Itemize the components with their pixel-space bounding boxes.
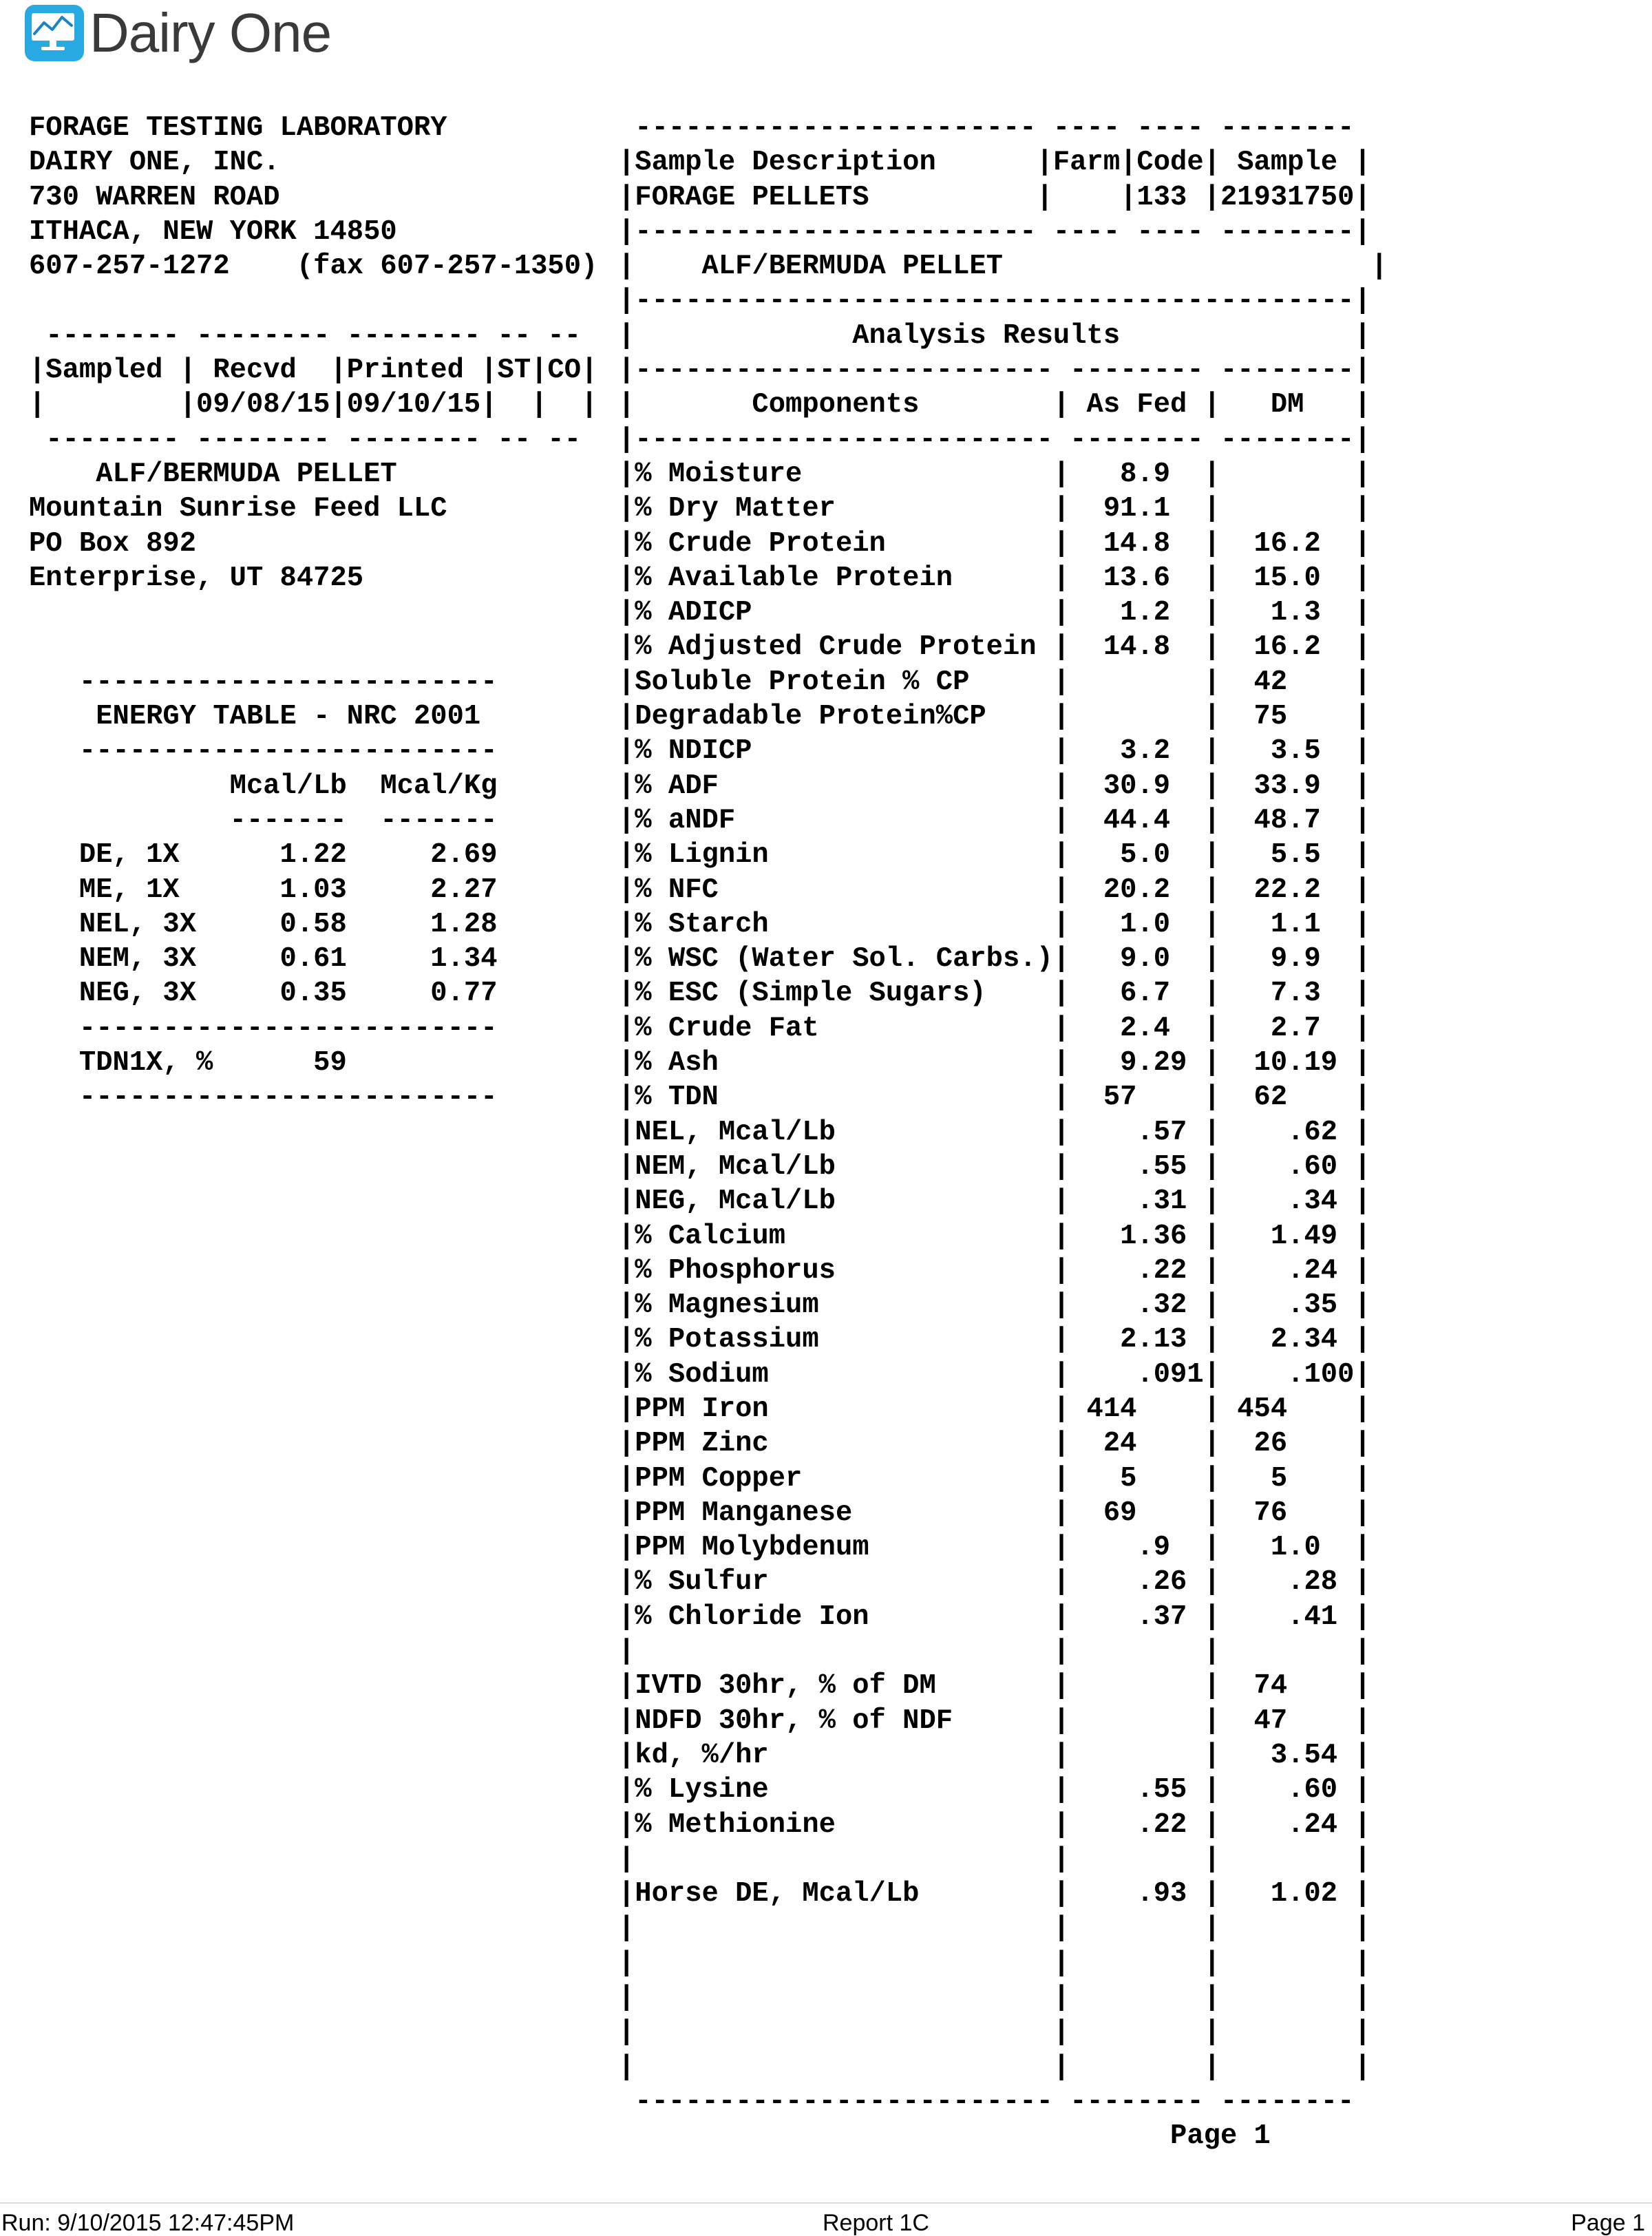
report-line: ITHACA, NEW YORK 14850 — [29, 215, 397, 248]
report-line: FORAGE TESTING LABORATORY — [29, 112, 447, 144]
report-line — [29, 284, 597, 318]
report-line: PO Box 892 — [29, 527, 197, 560]
report-line: NEM, 3X 0.61 1.34 — [29, 943, 498, 975]
brand-name: Dairy One — [89, 2, 332, 63]
report-line: ------------------------- — [29, 735, 498, 768]
report-line: TDN1X, % 59 — [29, 1047, 347, 1079]
report-line: |% WSC (Water Sol. Carbs.)| 9.0 | 9.9 | — [618, 943, 1371, 975]
footer-divider — [0, 2202, 1652, 2204]
report-line: |% Chloride Ion | .37 | .41 | — [618, 1601, 1371, 1633]
report-line: | | | | — [618, 1843, 1371, 1875]
report-line: |NDFD 30hr, % of NDF | | 47 | — [618, 1705, 1371, 1737]
report-line: |% Calcium | 1.36 | 1.49 | — [618, 1220, 1371, 1252]
report-line: |% Sulfur | .26 | .28 | — [618, 1566, 1371, 1599]
report-line: ------------------------- — [29, 1012, 498, 1044]
report-line: | | | | — [618, 1912, 1371, 1945]
report-line: Mcal/Lb Mcal/Kg — [29, 770, 498, 802]
report-line: |Sampled | Recvd |Printed |ST|CO| — [29, 355, 598, 387]
report-line: | Components | As Fed | DM | — [618, 389, 1371, 421]
report-line: |kd, %/hr | | 3.54 | — [618, 1739, 1371, 1771]
report-line: |FORAGE PELLETS | |133 |21931750| — [618, 181, 1371, 213]
report-line: |PPM Zinc | 24 | 26 | — [618, 1428, 1371, 1460]
report-line: |PPM Copper | 5 | 5 | — [618, 1462, 1371, 1495]
report-line: |NEG, Mcal/Lb | .31 | .34 | — [618, 1185, 1371, 1218]
report-line: ME, 1X 1.03 2.27 — [29, 874, 498, 906]
report-line: |% Available Protein | 13.6 | 15.0 | — [618, 562, 1371, 594]
report-line: ------------------------- — [29, 666, 498, 698]
report-id: Report 1C — [823, 2210, 929, 2236]
report-line: ALF/BERMUDA PELLET — [29, 458, 397, 490]
report-line: |% Magnesium | .32 | .35 | — [618, 1289, 1371, 1322]
report-line: |% Lignin | 5.0 | 5.5 | — [618, 839, 1371, 872]
report-line: | |09/08/15|09/10/15| | | — [29, 389, 598, 421]
report-line: |% aNDF | 44.4 | 48.7 | — [618, 804, 1371, 836]
report-line: |% Crude Protein | 14.8 | 16.2 | — [618, 527, 1371, 560]
report-line: |% Adjusted Crude Protein | 14.8 | 16.2 | — [618, 631, 1371, 664]
report-line: Mountain Sunrise Feed LLC — [29, 493, 447, 525]
report-line: |% Ash | 9.29 | 10.19 | — [618, 1047, 1371, 1079]
report-line: |Degradable Protein%CP | | 75 | — [618, 701, 1371, 733]
report-line: |NEL, Mcal/Lb | .57 | .62 | — [618, 1116, 1371, 1148]
report-line: | Analysis Results | — [618, 319, 1371, 352]
report-line: |Soluble Protein % CP | | 42 | — [618, 666, 1371, 698]
report-line: |% NFC | 20.2 | 22.2 | — [618, 874, 1371, 906]
report-line: |% Starch | 1.0 | 1.1 | — [618, 908, 1371, 940]
report-line: | ALF/BERMUDA PELLET | — [618, 251, 1388, 283]
report-line — [29, 595, 597, 630]
report-line: -------- -------- -------- -- -- — [29, 423, 582, 456]
report-line: | | | | — [618, 2016, 1371, 2049]
monitor-chart-icon — [23, 2, 85, 64]
report-line: |------------------------- -------- --------| — [618, 423, 1371, 456]
report-line: |% Potassium | 2.13 | 2.34 | — [618, 1324, 1371, 1356]
report-line: |PPM Molybdenum | .9 | 1.0 | — [618, 1532, 1371, 1564]
report-line: |Horse DE, Mcal/Lb | .93 | 1.02 | — [618, 1878, 1371, 1910]
report-line: |% Dry Matter | 91.1 | | — [618, 493, 1371, 525]
report-line: |% ADF | 30.9 | 33.9 | — [618, 770, 1371, 802]
report-line: |% TDN | 57 | 62 | — [618, 1082, 1371, 1114]
report-line — [29, 630, 597, 664]
page-number: Page 1 — [1571, 2210, 1645, 2236]
report-line: | | | | — [618, 1982, 1371, 2014]
report-line: ------------------------ ---- ---- -------- — [618, 112, 1355, 144]
report-line: ------- ------- — [29, 804, 498, 836]
report-line: |------------------------ ---- ---- --------| — [618, 215, 1371, 248]
report-line: |% ADICP | 1.2 | 1.3 | — [618, 597, 1371, 629]
report-line: |% NDICP | 3.2 | 3.5 | — [618, 735, 1371, 768]
report-line: 730 WARREN ROAD — [29, 181, 280, 213]
report-line: 607-257-1272 (fax 607-257-1350) — [29, 251, 598, 283]
report-line: |% Methionine | .22 | .24 | — [618, 1808, 1371, 1841]
report-line: ------------------------- -------- -------- — [618, 2085, 1355, 2118]
report-line: Enterprise, UT 84725 — [29, 562, 364, 594]
report-line: | | | | — [618, 1636, 1371, 1668]
report-line: |% Moisture | 8.9 | | — [618, 458, 1371, 490]
report-line: |NEM, Mcal/Lb | .55 | .60 | — [618, 1150, 1371, 1183]
report-line: |% Phosphorus | .22 | .24 | — [618, 1254, 1371, 1287]
report-line: | | | | — [618, 1947, 1371, 1979]
lab-info-column — [29, 111, 597, 1115]
report-line: |% Lysine | .55 | .60 | — [618, 1774, 1371, 1806]
report-line: |PPM Manganese | 69 | 76 | — [618, 1497, 1371, 1529]
dairy-one-logo — [23, 0, 331, 66]
report-line: NEL, 3X 0.58 1.28 — [29, 908, 498, 940]
run-timestamp: Run: 9/10/2015 12:47:45PM — [1, 2210, 295, 2236]
report-line: |Sample Description |Farm|Code| Sample | — [618, 147, 1371, 179]
report-line: |IVTD 30hr, % of DM | | 74 | — [618, 1670, 1371, 1702]
report-line: -------- -------- -------- -- -- — [29, 319, 582, 352]
report-line: | | | | — [618, 2051, 1371, 2083]
report-line: NEG, 3X 0.35 0.77 — [29, 978, 498, 1010]
report-line: ------------------------- — [29, 1082, 498, 1114]
report-line: |PPM Iron | 414 | 454 | — [618, 1393, 1371, 1425]
report-line: |% Sodium | .091| .100| — [618, 1358, 1371, 1391]
report-line: DAIRY ONE, INC. — [29, 147, 280, 179]
report-line: |------------------------- -------- --------| — [618, 355, 1371, 387]
analysis-results-column — [618, 111, 1388, 2154]
report-line: Page 1 — [618, 2120, 1271, 2153]
report-line: |-------------------------------------------| — [618, 285, 1371, 317]
report-line: |% ESC (Simple Sugars) | 6.7 | 7.3 | — [618, 978, 1371, 1010]
report-line: ENERGY TABLE - NRC 2001 — [29, 701, 481, 733]
report-line: |% Crude Fat | 2.4 | 2.7 | — [618, 1012, 1371, 1044]
report-line: DE, 1X 1.22 2.69 — [29, 839, 498, 872]
